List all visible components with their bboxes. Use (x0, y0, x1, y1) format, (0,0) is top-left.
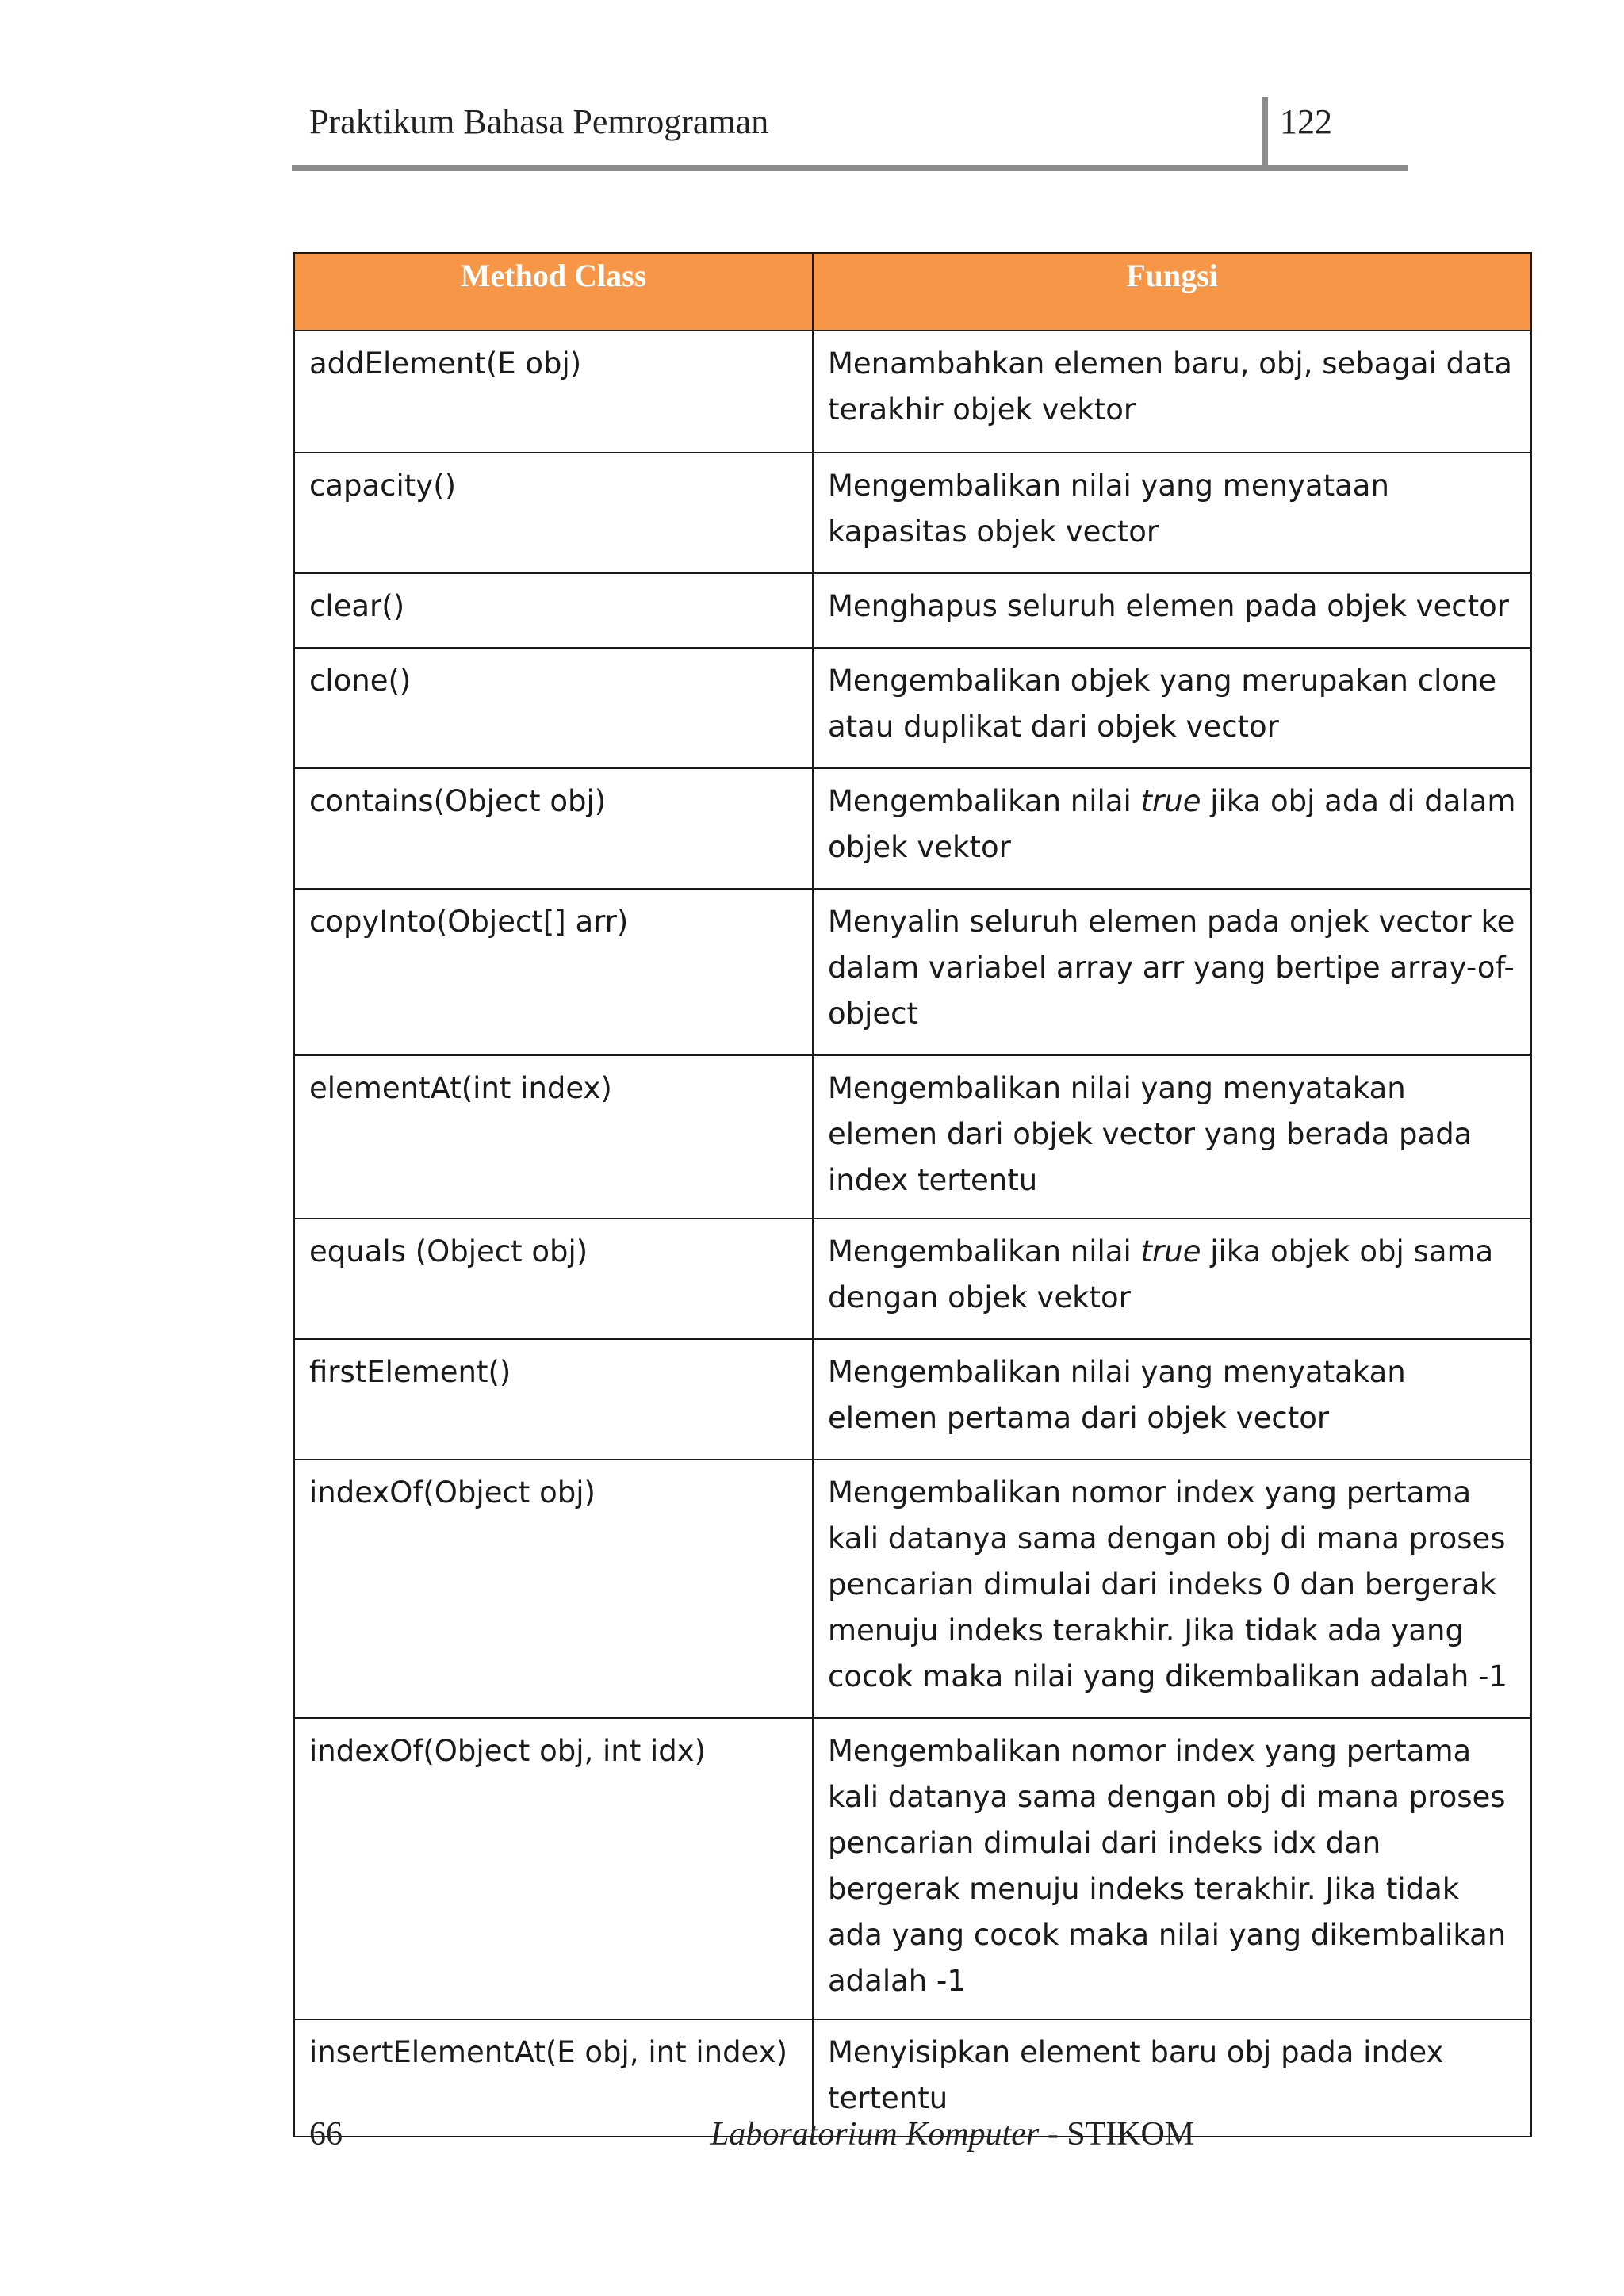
footer-credit (710, 2115, 1194, 2153)
footer-lab-name: Laboratorium Komputer (710, 2116, 1040, 2152)
method-cell: indexOf(Object obj, int idx) (294, 1718, 813, 2019)
table-row (294, 1055, 1531, 1219)
fungsi-text: Mengembalikan nilai (828, 1234, 1141, 1269)
table-row (294, 331, 1531, 453)
table-row (294, 889, 1531, 1055)
running-header-title: Praktikum Bahasa Pemrograman (309, 102, 769, 141)
fungsi-cell (813, 1219, 1531, 1339)
fungsi-cell: Menghapus seluruh elemen pada objek vector (813, 573, 1531, 648)
method-cell: addElement(E obj) (294, 331, 813, 453)
method-cell: indexOf(Object obj) (294, 1460, 813, 1718)
table-row (294, 1460, 1531, 1718)
table-row (294, 453, 1531, 573)
fungsi-cell: Mengembalikan nilai yang menyatakan elemen pertama dari objek vector (813, 1339, 1531, 1460)
vector-method-table (293, 252, 1532, 2137)
method-cell: capacity() (294, 453, 813, 573)
table-row (294, 768, 1531, 889)
fungsi-cell: Menambahkan elemen baru, obj, sebagai data terakhir objek vektor (813, 331, 1531, 453)
fungsi-cell (813, 768, 1531, 889)
fungsi-keyword-true: true (1140, 784, 1201, 818)
fungsi-cell: Menyalin seluruh elemen pada onjek vector ke dalam variabel array arr yang bertipe array-of-object (813, 889, 1531, 1055)
table-row (294, 1339, 1531, 1460)
fungsi-cell: Mengembalikan nilai yang menyatakan elemen dari objek vector yang berada pada index tertentu (813, 1055, 1531, 1219)
fungsi-cell: Mengembalikan nomor index yang pertama kali datanya sama dengan obj di mana proses pencarian dimulai dari indeks 0 dan bergerak menuju indeks terakhir. Jika tidak ada yang cocok maka nilai yang dikembalikan adalah -1 (813, 1460, 1531, 1718)
column-header-fungsi: Fungsi (813, 253, 1531, 331)
fungsi-cell: Menyisipkan element baru obj pada index tertentu (813, 2019, 1531, 2137)
method-cell: insertElementAt(E obj, int index) (294, 2019, 813, 2137)
fungsi-cell: Mengembalikan nilai yang menyataan kapasitas objek vector (813, 453, 1531, 573)
column-header-method: Method Class (294, 253, 813, 331)
method-cell: elementAt(int index) (294, 1055, 813, 1219)
method-cell: contains(Object obj) (294, 768, 813, 889)
method-cell: firstElement() (294, 1339, 813, 1460)
fungsi-keyword-true: true (1140, 1234, 1201, 1269)
footer-institution: STIKOM (1067, 2116, 1195, 2152)
method-cell: copyInto(Object[] arr) (294, 889, 813, 1055)
table-row (294, 648, 1531, 768)
fungsi-cell: Mengembalikan nomor index yang pertama kali datanya sama dengan obj di mana proses pencarian dimulai dari indeks idx dan bergerak menuju indeks terakhir. Jika tidak ada yang cocok maka nilai yang dikembalikan adalah -1 (813, 1718, 1531, 2019)
method-cell: clear() (294, 573, 813, 648)
fungsi-text: Mengembalikan nilai (828, 784, 1141, 818)
method-cell: clone() (294, 648, 813, 768)
table-row (294, 1219, 1531, 1339)
fungsi-cell: Mengembalikan objek yang merupakan clone atau duplikat dari objek vector (813, 648, 1531, 768)
header-rule (292, 165, 1408, 171)
fungsi-text: jika objek obj sama dengan objek vektor (828, 1234, 1494, 1314)
footer-separator: - (1039, 2116, 1067, 2152)
method-cell: equals (Object obj) (294, 1219, 813, 1339)
footer-page-number: 66 (309, 2116, 343, 2152)
header-page-number: 122 (1280, 102, 1332, 141)
fungsi-text: jika obj ada di dalam objek vektor (828, 784, 1516, 864)
table-row (294, 573, 1531, 648)
header-divider (1262, 97, 1268, 168)
table-row (294, 1718, 1531, 2019)
table-header-row (294, 253, 1531, 331)
